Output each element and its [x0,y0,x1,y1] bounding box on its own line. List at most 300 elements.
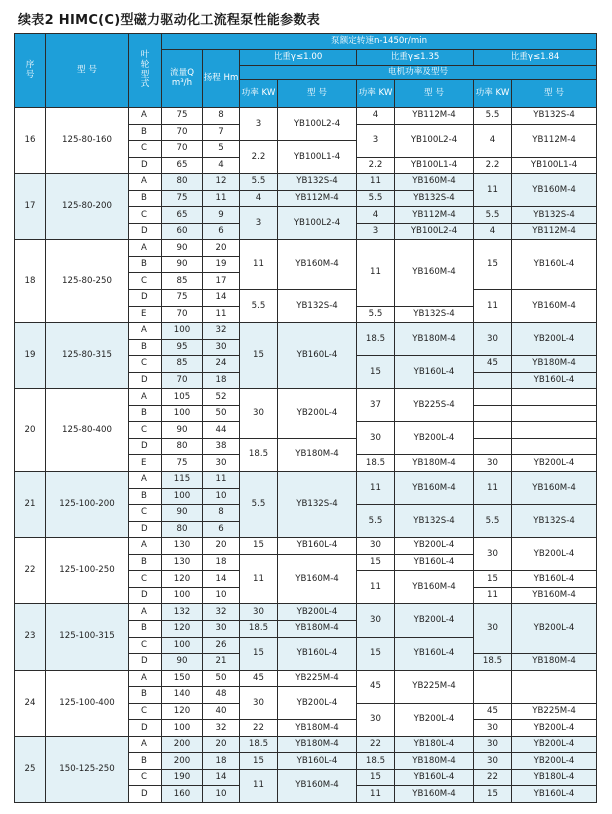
cell-head: 52 [203,389,240,406]
cell-head: 11 [203,190,240,207]
cell-head: 20 [203,538,240,555]
cell-power-2: 3 [357,223,395,240]
table-row [15,389,597,406]
cell-motor-model-2: YB132S-4 [395,505,474,538]
cell-motor-model-1: YB160M-4 [278,554,357,604]
cell-motor-model-3 [512,405,597,422]
cell-seq: 17 [15,174,46,240]
cell-impeller: D [129,654,162,671]
cell-flow: 80 [162,174,203,191]
cell-flow: 90 [162,505,203,522]
cell-power-2: 45 [357,670,395,703]
cell-flow: 70 [162,306,203,323]
cell-flow: 85 [162,356,203,373]
cell-seq: 18 [15,240,46,323]
cell-power-3: 4 [474,124,512,157]
cell-motor-model-1: YB200L-4 [278,604,357,621]
cell-power-1: 18.5 [240,620,278,637]
cell-motor-model-1: YB160L-4 [278,753,357,770]
cell-motor-model-1: YB180M-4 [278,720,357,737]
cell-flow: 75 [162,455,203,472]
cell-head: 10 [203,786,240,803]
cell-motor-model-3 [512,422,597,439]
cell-flow: 130 [162,538,203,555]
cell-motor-model-1: YB200L-4 [278,389,357,439]
cell-head: 38 [203,438,240,455]
cell-power-2: 11 [357,174,395,191]
cell-power-1: 45 [240,670,278,687]
cell-power-3: 45 [474,703,512,720]
cell-power-2: 11 [357,472,395,505]
cell-motor-model-3: YB160M-4 [512,174,597,207]
cell-power-3 [474,389,512,406]
cell-impeller: C [129,356,162,373]
header-sg100: 比重γ≤1.00 [240,50,357,66]
cell-impeller: A [129,108,162,125]
cell-motor-model-1: YB160L-4 [278,323,357,389]
cell-impeller: C [129,505,162,522]
cell-impeller: B [129,124,162,141]
cell-flow: 200 [162,753,203,770]
cell-power-3 [474,372,512,389]
cell-head: 14 [203,290,240,307]
cell-impeller: B [129,687,162,704]
cell-motor-model-1: YB160M-4 [278,769,357,802]
cell-motor-model-3 [512,438,597,455]
cell-power-2: 3 [357,124,395,157]
header-flow: 流量Q m³/h [162,50,203,108]
cell-impeller: D [129,223,162,240]
cell-motor-model-2: YB112M-4 [395,207,474,224]
cell-flow: 95 [162,339,203,356]
cell-head: 14 [203,571,240,588]
cell-flow: 90 [162,256,203,273]
cell-motor-model-2: YB200L-4 [395,703,474,736]
cell-model: 125-100-250 [46,538,129,604]
cell-power-2: 5.5 [357,306,395,323]
cell-power-3: 15 [474,240,512,290]
cell-motor-model-3: YB112M-4 [512,223,597,240]
cell-motor-model-2: YB160M-4 [395,240,474,306]
cell-motor-model-2: YB160L-4 [395,356,474,389]
cell-power-3 [474,670,512,703]
table-row [15,472,597,489]
cell-impeller: A [129,174,162,191]
cell-power-3 [474,438,512,455]
cell-power-3: 5.5 [474,207,512,224]
cell-impeller: D [129,372,162,389]
cell-power-3: 30 [474,753,512,770]
header-motor: 电机功率及型号 [240,66,597,80]
cell-power-1: 30 [240,604,278,621]
cell-power-3: 30 [474,604,512,654]
cell-power-2: 15 [357,637,395,670]
cell-impeller: B [129,405,162,422]
cell-motor-model-2: YB180M-4 [395,455,474,472]
cell-motor-model-3: YB200L-4 [512,604,597,654]
cell-motor-model-2: YB225M-4 [395,670,474,703]
cell-flow: 120 [162,571,203,588]
cell-flow: 115 [162,472,203,489]
cell-head: 48 [203,687,240,704]
cell-impeller: A [129,240,162,257]
cell-power-2: 18.5 [357,323,395,356]
cell-model: 125-100-200 [46,472,129,538]
cell-head: 30 [203,339,240,356]
cell-model: 150-125-250 [46,736,129,802]
cell-impeller: A [129,323,162,340]
cell-motor-model-3: YB200L-4 [512,455,597,472]
cell-head: 5 [203,141,240,158]
cell-power-1: 4 [240,190,278,207]
cell-motor-model-3: YB160M-4 [512,290,597,323]
cell-seq: 24 [15,670,46,736]
table-row [15,538,597,555]
cell-power-3: 5.5 [474,108,512,125]
cell-power-3: 11 [474,174,512,207]
cell-flow: 70 [162,141,203,158]
header-head: 扬程 Hm [203,50,240,108]
cell-motor-model-3: YB225M-4 [512,703,597,720]
cell-flow: 132 [162,604,203,621]
cell-motor-model-2: YB132S-4 [395,306,474,323]
header-seq-label: 序 号 [25,59,35,80]
cell-power-1: 18.5 [240,736,278,753]
cell-head: 19 [203,256,240,273]
cell-flow: 150 [162,670,203,687]
cell-motor-model-1: YB100L1-4 [278,141,357,174]
cell-power-1: 18.5 [240,438,278,471]
cell-flow: 75 [162,290,203,307]
cell-flow: 75 [162,190,203,207]
header-motor-model-1: 型 号 [278,80,357,108]
cell-impeller: B [129,339,162,356]
cell-head: 50 [203,670,240,687]
table-row [15,174,597,191]
header-impeller-label: 叶 轮 型 式 [140,49,150,90]
cell-power-3: 30 [474,736,512,753]
cell-head: 20 [203,736,240,753]
cell-motor-model-2: YB160L-4 [395,637,474,670]
cell-power-3: 22 [474,769,512,786]
cell-power-1: 5.5 [240,174,278,191]
cell-motor-model-1: YB160L-4 [278,538,357,555]
cell-power-2: 22 [357,736,395,753]
cell-flow: 65 [162,207,203,224]
header-motor-model-2: 型 号 [395,80,474,108]
cell-motor-model-3: YB200L-4 [512,538,597,571]
cell-flow: 70 [162,372,203,389]
cell-flow: 200 [162,736,203,753]
cell-power-1: 3 [240,207,278,240]
header-power-1: 功率 KW [240,80,278,108]
cell-power-1: 11 [240,769,278,802]
cell-motor-model-1: YB180M-4 [278,736,357,753]
cell-flow: 80 [162,438,203,455]
cell-head: 17 [203,273,240,290]
page-title: 续表2 HIMC(C)型磁力驱动化工流程泵性能参数表 [18,13,320,28]
cell-motor-model-2: YB132S-4 [395,190,474,207]
cell-power-2: 11 [357,571,395,604]
cell-power-1: 30 [240,389,278,439]
cell-flow: 120 [162,620,203,637]
cell-power-1: 22 [240,720,278,737]
cell-head: 32 [203,604,240,621]
cell-motor-model-3: YB200L-4 [512,736,597,753]
cell-flow: 90 [162,654,203,671]
cell-impeller: B [129,190,162,207]
cell-impeller: A [129,472,162,489]
cell-seq: 25 [15,736,46,802]
cell-motor-model-3: YB180M-4 [512,654,597,671]
cell-power-2: 5.5 [357,505,395,538]
table-row [15,323,597,340]
cell-head: 18 [203,753,240,770]
cell-motor-model-3: YB160L-4 [512,240,597,290]
cell-impeller: B [129,488,162,505]
cell-motor-model-2: YB160M-4 [395,472,474,505]
cell-impeller: D [129,290,162,307]
cell-head: 50 [203,405,240,422]
cell-head: 6 [203,521,240,538]
cell-power-1: 3 [240,108,278,141]
cell-motor-model-2: YB180M-4 [395,323,474,356]
cell-impeller: D [129,720,162,737]
cell-motor-model-3: YB160L-4 [512,571,597,588]
cell-flow: 100 [162,637,203,654]
cell-flow: 130 [162,554,203,571]
cell-impeller: D [129,587,162,604]
cell-motor-model-3 [512,670,597,703]
cell-head: 18 [203,372,240,389]
cell-power-2: 30 [357,703,395,736]
cell-power-2: 30 [357,422,395,455]
cell-head: 26 [203,637,240,654]
cell-flow: 70 [162,124,203,141]
cell-impeller: B [129,753,162,770]
cell-power-3 [474,422,512,439]
cell-power-1: 15 [240,637,278,670]
cell-power-2: 30 [357,604,395,637]
cell-head: 21 [203,654,240,671]
cell-seq: 22 [15,538,46,604]
cell-motor-model-2: YB160M-4 [395,174,474,191]
table-row [15,736,597,753]
cell-motor-model-3: YB200L-4 [512,323,597,356]
cell-motor-model-2: YB160L-4 [395,554,474,571]
cell-head: 10 [203,488,240,505]
cell-motor-model-1: YB180M-4 [278,620,357,637]
cell-motor-model-2: YB180M-4 [395,753,474,770]
cell-impeller: C [129,207,162,224]
table-row [15,604,597,621]
table-body [15,108,597,803]
cell-impeller: C [129,769,162,786]
cell-head: 11 [203,472,240,489]
cell-power-2: 11 [357,240,395,306]
cell-impeller: C [129,273,162,290]
cell-impeller: A [129,736,162,753]
cell-motor-model-2: YB200L-4 [395,422,474,455]
cell-flow: 90 [162,240,203,257]
cell-head: 32 [203,323,240,340]
cell-impeller: C [129,703,162,720]
cell-motor-model-3: YB132S-4 [512,108,597,125]
cell-power-3: 15 [474,786,512,803]
cell-power-3: 45 [474,356,512,373]
cell-flow: 190 [162,769,203,786]
cell-head: 44 [203,422,240,439]
cell-power-3: 30 [474,720,512,737]
cell-impeller: A [129,389,162,406]
cell-motor-model-1: YB225M-4 [278,670,357,687]
cell-flow: 160 [162,786,203,803]
cell-flow: 120 [162,703,203,720]
cell-power-3: 30 [474,323,512,356]
cell-motor-model-1: YB200L-4 [278,687,357,720]
header-power-2: 功率 KW [357,80,395,108]
cell-motor-model-1: YB160M-4 [278,240,357,290]
cell-power-3 [474,405,512,422]
table-row [15,670,597,687]
header-impeller [129,34,162,108]
cell-motor-model-2: YB160L-4 [395,769,474,786]
cell-motor-model-3: YB100L1-4 [512,157,597,174]
cell-head: 30 [203,455,240,472]
cell-motor-model-3: YB160L-4 [512,786,597,803]
cell-impeller: D [129,438,162,455]
cell-impeller: B [129,620,162,637]
cell-power-1: 11 [240,240,278,290]
cell-motor-model-1: YB180M-4 [278,438,357,471]
cell-impeller: D [129,521,162,538]
cell-head: 20 [203,240,240,257]
cell-seq: 23 [15,604,46,670]
cell-motor-model-1: YB160L-4 [278,637,357,670]
cell-power-1: 11 [240,554,278,604]
cell-motor-model-3 [512,389,597,406]
cell-power-1: 5.5 [240,290,278,323]
cell-flow: 100 [162,587,203,604]
cell-power-3: 11 [474,472,512,505]
cell-impeller: E [129,306,162,323]
cell-flow: 100 [162,720,203,737]
cell-motor-model-2: YB225S-4 [395,389,474,422]
cell-power-1: 15 [240,323,278,389]
cell-impeller: C [129,637,162,654]
cell-power-1: 5.5 [240,472,278,538]
cell-power-2: 18.5 [357,455,395,472]
cell-head: 8 [203,505,240,522]
cell-head: 8 [203,108,240,125]
cell-motor-model-1: YB132S-4 [278,472,357,538]
header-speed: 泵额定转速n-1450r/min [162,34,597,50]
table-row [15,108,597,125]
cell-motor-model-2: YB100L1-4 [395,157,474,174]
cell-head: 40 [203,703,240,720]
cell-head: 10 [203,587,240,604]
cell-model: 125-80-200 [46,174,129,240]
cell-power-1: 15 [240,753,278,770]
cell-power-2: 5.5 [357,190,395,207]
cell-seq: 21 [15,472,46,538]
cell-head: 18 [203,554,240,571]
cell-motor-model-3: YB180L-4 [512,769,597,786]
cell-power-2: 18.5 [357,753,395,770]
cell-head: 9 [203,207,240,224]
cell-motor-model-1: YB132S-4 [278,290,357,323]
cell-seq: 19 [15,323,46,389]
cell-flow: 60 [162,223,203,240]
cell-motor-model-1: YB132S-4 [278,174,357,191]
cell-impeller: C [129,422,162,439]
cell-motor-model-3: YB200L-4 [512,720,597,737]
cell-head: 6 [203,223,240,240]
cell-seq: 20 [15,389,46,472]
cell-impeller: A [129,670,162,687]
cell-impeller: C [129,141,162,158]
cell-power-3: 11 [474,290,512,323]
cell-model: 125-80-400 [46,389,129,472]
cell-power-2: 4 [357,207,395,224]
cell-model: 125-100-315 [46,604,129,670]
cell-model: 125-80-250 [46,240,129,323]
cell-impeller: E [129,455,162,472]
cell-head: 11 [203,306,240,323]
cell-impeller: C [129,571,162,588]
cell-model: 125-80-315 [46,323,129,389]
header-sg184: 比重γ≤1.84 [474,50,597,66]
cell-flow: 100 [162,405,203,422]
table-row [15,240,597,257]
cell-flow: 75 [162,108,203,125]
cell-power-2: 15 [357,769,395,786]
cell-motor-model-3: YB160L-4 [512,372,597,389]
cell-flow: 105 [162,389,203,406]
cell-motor-model-3: YB132S-4 [512,207,597,224]
cell-motor-model-1: YB100L2-4 [278,207,357,240]
cell-flow: 140 [162,687,203,704]
cell-head: 24 [203,356,240,373]
cell-motor-model-3: YB132S-4 [512,505,597,538]
cell-impeller: D [129,157,162,174]
cell-motor-model-2: YB100L2-4 [395,223,474,240]
cell-power-2: 4 [357,108,395,125]
performance-table-container [14,33,596,803]
header-sg135: 比重γ≤1.35 [357,50,474,66]
cell-head: 30 [203,620,240,637]
cell-power-3: 18.5 [474,654,512,671]
cell-flow: 100 [162,488,203,505]
cell-motor-model-3: YB112M-4 [512,124,597,157]
cell-power-1: 2.2 [240,141,278,174]
cell-motor-model-2: YB200L-4 [395,604,474,637]
cell-power-3: 2.2 [474,157,512,174]
cell-head: 12 [203,174,240,191]
cell-motor-model-2: YB160M-4 [395,571,474,604]
cell-flow: 85 [162,273,203,290]
cell-seq: 16 [15,108,46,174]
cell-impeller: A [129,538,162,555]
cell-motor-model-3: YB160M-4 [512,587,597,604]
cell-power-3: 4 [474,223,512,240]
cell-model: 125-80-160 [46,108,129,174]
cell-head: 4 [203,157,240,174]
performance-table [14,33,597,803]
cell-impeller: D [129,786,162,803]
cell-motor-model-2: YB100L2-4 [395,124,474,157]
header-power-3: 功率 KW [474,80,512,108]
